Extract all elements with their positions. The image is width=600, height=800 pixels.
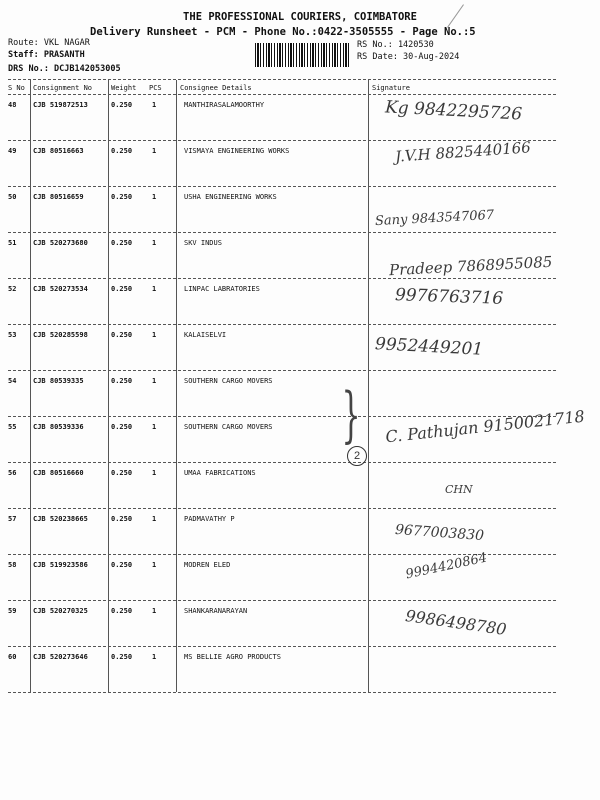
row-separator (8, 324, 556, 325)
col-header-consignee: Consignee Details (180, 84, 252, 92)
row-consignment-no: CJB 80539335 (33, 377, 84, 385)
row-separator (8, 140, 556, 141)
row-consignment-no: CJB 520273534 (33, 285, 88, 293)
row-separator (8, 600, 556, 601)
row-consignee: SHANKARANARAYAN (184, 607, 248, 615)
row-pcs: 1 (152, 515, 157, 523)
bracket-mark: } (341, 380, 361, 450)
row-signature: Pradeep 7868955085 (388, 252, 553, 280)
row-pcs: 1 (152, 331, 157, 339)
row-weight: 0.250 (111, 101, 133, 109)
row-consignee: VISMAYA ENGINEERING WORKS (184, 147, 290, 155)
row-separator (8, 232, 556, 233)
staff-label: Staff: PRASANTH (8, 50, 85, 60)
row-consignee: SKV INDUS (184, 239, 222, 247)
row-consignment-no: CJB 520273680 (33, 239, 88, 247)
row-sno: 59 (8, 607, 17, 615)
row-pcs: 1 (152, 423, 157, 431)
row-pcs: 1 (152, 377, 157, 385)
row-consignee: MODREN ELED (184, 561, 231, 569)
row-consignee: MANTHIRASALAMOORTHY (184, 101, 265, 109)
row-weight: 0.250 (111, 193, 133, 201)
row-sno: 54 (8, 377, 17, 385)
row-separator (8, 692, 556, 693)
row-weight: 0.250 (111, 239, 133, 247)
row-pcs: 1 (152, 653, 157, 661)
row-sno: 57 (8, 515, 17, 523)
row-pcs: 1 (152, 101, 157, 109)
row-consignee: SOUTHERN CARGO MOVERS (184, 377, 273, 385)
col-header-pcs: PCS (149, 84, 162, 92)
row-pcs: 1 (152, 193, 157, 201)
row-weight: 0.250 (111, 423, 133, 431)
row-consignment-no: CJB 520273646 (33, 653, 88, 661)
row-sno: 50 (8, 193, 17, 201)
row-signature: C. Pathujan 9150021718 (384, 406, 586, 447)
row-sno: 51 (8, 239, 17, 247)
company-title: THE PROFESSIONAL COURIERS, COIMBATORE (183, 11, 417, 23)
row-consignment-no: CJB 80516660 (33, 469, 84, 477)
row-pcs: 1 (152, 607, 157, 615)
rs-number: RS No.: 1420530 (357, 40, 434, 50)
row-sno: 58 (8, 561, 17, 569)
row-weight: 0.250 (111, 469, 133, 477)
row-sno: 60 (8, 653, 17, 661)
row-sno: 52 (8, 285, 17, 293)
row-weight: 0.250 (111, 285, 133, 293)
row-signature: 9677003830 (394, 521, 485, 545)
row-consignment-no: CJB 80539336 (33, 423, 84, 431)
row-sno: 49 (8, 147, 17, 155)
row-separator (8, 508, 556, 509)
row-consignment-no: CJB 519923586 (33, 561, 88, 569)
row-pcs: 1 (152, 285, 157, 293)
row-consignment-no: CJB 519872513 (33, 101, 88, 109)
row-separator (8, 646, 556, 647)
row-weight: 0.250 (111, 147, 133, 155)
rs-date: RS Date: 30-Aug-2024 (357, 52, 460, 62)
row-weight: 0.250 (111, 515, 133, 523)
row-sno: 55 (8, 423, 17, 431)
row-separator (8, 370, 556, 371)
row-sno: 48 (8, 101, 17, 109)
route-label: Route: VKL NAGAR (8, 38, 90, 48)
row-signature: Sany 9843547067 (374, 207, 495, 230)
row-signature: J.V.H 8825440166 (394, 138, 532, 166)
row-consignee: SOUTHERN CARGO MOVERS (184, 423, 273, 431)
row-separator (8, 462, 556, 463)
row-signature: 9952449201 (374, 334, 484, 360)
row-weight: 0.250 (111, 561, 133, 569)
row-separator (8, 416, 556, 417)
row-signature: CHN (445, 483, 473, 496)
header-rule (8, 94, 556, 95)
row-pcs: 1 (152, 239, 157, 247)
table-top-rule (8, 79, 556, 80)
row-signature: 9976763716 (394, 285, 504, 309)
row-consignee: UMAA FABRICATIONS (184, 469, 256, 477)
col-header-weight: Weight (111, 84, 137, 92)
drs-number: DRS No.: DCJB142053005 (8, 64, 121, 74)
row-consignee: MS BELLIE AGRO PRODUCTS (184, 653, 281, 661)
row-separator (8, 278, 556, 279)
row-consignment-no: CJB 520285598 (33, 331, 88, 339)
circled-number: 2 (347, 446, 367, 466)
row-consignment-no: CJB 80516659 (33, 193, 84, 201)
row-weight: 0.250 (111, 607, 133, 615)
row-consignee: USHA ENGINEERING WORKS (184, 193, 277, 201)
row-consignment-no: CJB 520238665 (33, 515, 88, 523)
row-weight: 0.250 (111, 331, 133, 339)
row-sno: 53 (8, 331, 17, 339)
row-consignee: PADMAVATHY P (184, 515, 235, 523)
col-header-consignment: Consignment No (33, 84, 93, 92)
row-signature: Kg 9842295726 (384, 97, 523, 125)
row-pcs: 1 (152, 147, 157, 155)
row-signature: 9994420864 (404, 550, 489, 583)
row-pcs: 1 (152, 469, 157, 477)
runsheet-subtitle: Delivery Runsheet - PCM - Phone No.:0422-3505555 - Page No.:5 (90, 26, 476, 38)
row-consignee: KALAISELVI (184, 331, 227, 339)
row-weight: 0.250 (111, 377, 133, 385)
row-sno: 56 (8, 469, 17, 477)
row-separator (8, 186, 556, 187)
row-signature: 9986498780 (404, 606, 508, 639)
col-header-signature: Signature (372, 84, 410, 92)
row-weight: 0.250 (111, 653, 133, 661)
row-pcs: 1 (152, 561, 157, 569)
row-consignee: LINPAC LABRATORIES (184, 285, 260, 293)
barcode (255, 43, 350, 67)
row-consignment-no: CJB 80516663 (33, 147, 84, 155)
col-header-sno: S No (8, 84, 25, 92)
row-consignment-no: CJB 520270325 (33, 607, 88, 615)
